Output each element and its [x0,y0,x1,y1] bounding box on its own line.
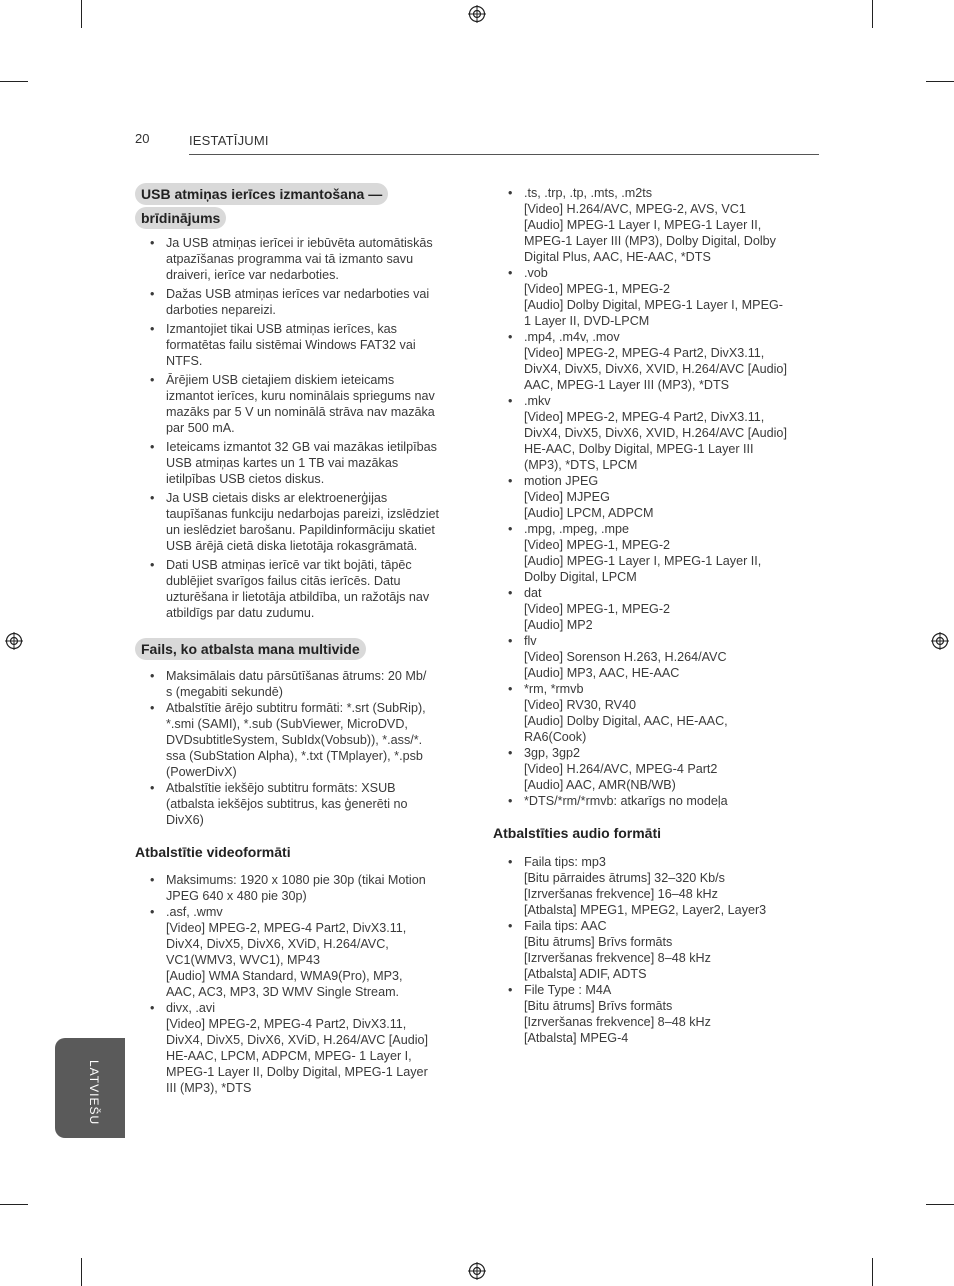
crop-mark [0,81,28,82]
list-item-line: DivX4, DivX5, DivX6, XViD, H.264/AVC [Audio] [166,1033,429,1047]
list-item-line: [Audio] MPEG-1 Layer I, MPEG-1 Layer II, [524,554,762,568]
list-item-line: [Video] H.264/AVC, MPEG-2, AVS, VC1 [524,202,746,216]
audio-formats-heading: Atbalstīties audio formāti [493,825,662,841]
list-item-line: • Faila tips: AAC [524,919,607,933]
list-item [135,321,465,369]
list-item-line: [Audio] WMA Standard, WMA9(Pro), MP3, [166,969,403,983]
list-item-line: [Audio] Dolby Digital, AAC, HE-AAC, [524,714,728,728]
list-item-line: • Maksimālais datu pārsūtīšanas ātrums: 20 Mb/ [166,669,427,683]
list-item [493,185,823,265]
list-item [493,793,823,809]
list-item-line: • .mkv [524,394,551,408]
list-item-line: [Video] MPEG-1, MPEG-2 [524,282,671,296]
list-item-line: 1 Layer II, DVD-LPCM [524,314,650,328]
list-item [493,521,823,585]
list-item-line: • Atbalstītie iekšējo subtitru formāts: XSUB [166,781,396,795]
list-item-line: formatētas failu sistēmai Windows FAT32 vai [166,338,416,352]
list-item-line: JPEG 640 x 480 pie 30p) [166,889,307,903]
list-item-line: NTFS. [166,354,203,368]
list-item-line: • Ja USB cietais disks ar elektroenerģijas [166,491,388,505]
list-item [135,700,465,780]
list-item-line: • dat [524,586,542,600]
list-item-line: • motion JPEG [524,474,599,488]
list-item-line: darboties nepareizi. [166,303,276,317]
list-item-line: • File Type : M4A [524,983,612,997]
list-item [493,633,823,681]
list-item-line: • *rm, *rmvb [524,682,584,696]
right-column [493,185,823,1046]
list-item-line: AAC, MPEG-1 Layer III (MP3), *DTS [524,378,730,392]
crop-mark [926,81,954,82]
list-item-line: • Ja USB atmiņas ierīcei ir iebūvēta automātiskās [166,236,433,250]
crop-mark [926,1204,954,1205]
list-item [493,473,823,521]
list-item-line: [Bitu pārraides ātrums] 32–320 Kb/s [524,871,725,885]
supported-files-heading: Fails, ko atbalsta mana multivide [135,638,366,660]
list-item [135,780,465,828]
list-item-line: [Audio] Dolby Digital, MPEG-1 Layer I, MPEG- [524,298,783,312]
list-item-line: *.smi (SAMI), *.sub (SubViewer, MicroDVD, [166,717,408,731]
list-item-line: • .mpg, .mpeg, .mpe [524,522,629,536]
list-item-line: HE-AAC, LPCM, ADPCM, MPEG- 1 Layer I, [166,1049,412,1063]
list-item-line: • .asf, .wmv [166,905,223,919]
usb-warning-list [135,235,465,621]
list-item [135,286,465,318]
list-item-line: [Video] MPEG-1, MPEG-2 [524,538,671,552]
list-item-line: Digital Plus, AAC, HE-AAC, *DTS [524,250,711,264]
crop-mark [872,0,873,28]
list-item-line: [Audio] MPEG-1 Layer I, MPEG-1 Layer II, [524,218,762,232]
list-item-line: [Izrveršanas frekvence] 16–48 kHz [524,887,718,901]
list-item [493,854,823,918]
list-item-line: • Dati USB atmiņas ierīcē var tikt bojāti, tāpēc [166,558,412,572]
list-item [493,585,823,633]
list-item-line: un ieslēdziet barošanu. Papildinformāciju skatiet [166,523,435,537]
list-item [135,490,465,554]
list-item-line: [Video] MJPEG [524,490,610,504]
list-item-line: (MP3), *DTS, LPCM [524,458,638,472]
list-item-line: mazāks par 5 V un nominālā strāva nav mazāka [166,405,435,419]
list-item-line: atpazīšanas programma vai tā izmanto savu [166,252,414,266]
list-item-line: [Video] H.264/AVC, MPEG-4 Part2 [524,762,718,776]
list-item-line: USB atmiņas kartes un 1 TB vai mazākas [166,456,399,470]
list-item [493,329,823,393]
list-item-line: [Audio] LPCM, ADPCM [524,506,654,520]
list-item-line: dublējiet svarīgos failus citās ierīcēs. Datu [166,574,401,588]
list-item-line: • .ts, .trp, .tp, .mts, .m2ts [524,186,653,200]
list-item [135,372,465,436]
list-item-line: [Video] MPEG-2, MPEG-4 Part2, DivX3.11, [166,1017,407,1031]
list-item [135,439,465,487]
list-item [135,1000,465,1096]
list-item [135,872,465,904]
list-item-line: USB ārējā cietā diska lietotāja rokasgrāmatā. [166,539,418,553]
list-item-line: III (MP3), *DTS [166,1081,252,1095]
list-item [493,681,823,745]
crop-mark [0,1204,28,1205]
list-item-line: [Video] MPEG-1, MPEG-2 [524,602,671,616]
list-item-line: DivX4, DivX5, DivX6, XVID, H.264/AVC [Audio] [524,426,787,440]
list-item-line: • Dažas USB atmiņas ierīces var nedarboties vai [166,287,430,301]
list-item-line: • Faila tips: mp3 [524,855,606,869]
list-item-line: • Ieteicams izmantot 32 GB vai mazākas ietilpības [166,440,437,454]
list-item [135,235,465,283]
supported-files-list [135,668,465,828]
list-item-line: [Bitu ātrums] Brīvs formāts [524,935,673,949]
list-item-line: ietilpības USB cietos diskus. [166,472,325,486]
list-item-line: [Bitu ātrums] Brīvs formāts [524,999,673,1013]
list-item-line: • Ārējiem USB cietajiem diskiem ieteicams [166,373,395,387]
list-item-line: • .vob [524,266,548,280]
crop-mark [81,1258,82,1286]
list-item-line: [Atbalsta] MPEG1, MPEG2, Layer2, Layer3 [524,903,767,917]
list-item-line: DivX4, DivX5, DivX6, XViD, H.264/AVC, [166,937,389,951]
list-item-line: [Izrveršanas frekvence] 8–48 kHz [524,951,711,965]
video-formats-heading: Atbalstītie videoformāti [135,844,291,860]
list-item-line: • *DTS/*rm/*rmvb: atkarīgs no modeļa [524,794,728,808]
list-item-line: [Video] MPEG-2, MPEG-4 Part2, DivX3.11, [166,921,407,935]
list-item-line: [Atbalsta] ADIF, ADTS [524,967,647,981]
list-item-line: • .mp4, .m4v, .mov [524,330,620,344]
list-item-line: uzturēšana ir lietotāja atbildība, un ražotājs nav [166,590,430,604]
list-item-line: draiveri, ierīce var nedarboties. [166,268,339,282]
list-item-line: (atbalsta iekšējos subtitrus, kas ģenerēti no [166,797,408,811]
list-item [135,557,465,621]
crop-mark [81,0,82,28]
list-item [493,265,823,329]
list-item-line: par 500 mA. [166,421,235,435]
video-formats-list-continued [493,185,823,809]
list-item-line: VC1(WMV3, WVC1), MP43 [166,953,320,967]
list-item-line: DivX6) [166,813,204,827]
list-item [135,904,465,1000]
list-item-line: DVDsubtitleSystem, SubIdx(Vobsub)), *.ass/*. [166,733,423,747]
list-item-line: s (megabiti sekundē) [166,685,283,699]
list-item-line: MPEG-1 Layer II, Dolby Digital, MPEG-1 Layer [166,1065,428,1079]
language-side-tab-label: LATVIEŠU [87,1060,101,1126]
list-item-line: • Izmantojiet tikai USB atmiņas ierīces, kas [166,322,397,336]
list-item-line: [Audio] MP2 [524,618,593,632]
list-item-line: [Audio] AAC, AMR(NB/WB) [524,778,676,792]
list-item [493,393,823,473]
list-item [493,745,823,793]
page-number: 20 [135,131,150,146]
registration-mark-icon [468,1262,486,1280]
list-item-line: ssa (SubStation Alpha), *.txt (TMplayer), *.psb [166,749,423,763]
header-rule [189,154,819,155]
list-item-line: taupīšanas funkciju nedarbojas pareizi, izslēdziet [166,507,440,521]
list-item [135,668,465,700]
usb-warning-heading [135,183,465,229]
list-item-line: MPEG-1 Layer III (MP3), Dolby Digital, Dolby [524,234,776,248]
list-item-line: Dolby Digital, LPCM [524,570,637,584]
list-item-line: [Video] MPEG-2, MPEG-4 Part2, DivX3.11, [524,346,765,360]
list-item-line: [Atbalsta] MPEG-4 [524,1031,629,1045]
list-item-line: AAC, AC3, MP3, 3D WMV Single Stream. [166,985,400,999]
list-item-line: izmantot ierīces, kuru nominālais spriegums nav [166,389,435,403]
usb-warning-heading-line1: USB atmiņas ierīces izmantošana — [135,183,388,205]
list-item-line: • Maksimums: 1920 x 1080 pie 30p (tikai Motion [166,873,426,887]
supported-files-heading-wrap [135,638,465,660]
left-column [135,183,465,1096]
registration-mark-icon [5,632,23,650]
list-item-line: atbildīgs par datu zudumu. [166,606,315,620]
usb-warning-heading-line2: brīdinājums [135,207,226,229]
list-item-line: [Video] RV30, RV40 [524,698,637,712]
registration-mark-icon [468,5,486,23]
list-item-line: [Izrveršanas frekvence] 8–48 kHz [524,1015,711,1029]
list-item-line: RA6(Cook) [524,730,587,744]
section-title: IESTATĪJUMI [189,133,269,148]
list-item-line: • divx, .avi [166,1001,215,1015]
list-item-line: • Atbalstītie ārējo subtitru formāti: *.srt (SubRip), [166,701,426,715]
video-formats-list [135,872,465,1096]
list-item-line: HE-AAC, Dolby Digital, MPEG-1 Layer III [524,442,754,456]
list-item-line: [Video] MPEG-2, MPEG-4 Part2, DivX3.11, [524,410,765,424]
list-item [493,982,823,1046]
audio-formats-list [493,854,823,1046]
list-item-line: (PowerDivX) [166,765,237,779]
list-item-line: DivX4, DivX5, DivX6, XVID, H.264/AVC [Audio] [524,362,787,376]
list-item [493,918,823,982]
registration-mark-icon [931,632,949,650]
list-item-line: • 3gp, 3gp2 [524,746,581,760]
list-item-line: [Audio] MP3, AAC, HE-AAC [524,666,680,680]
list-item-line: [Video] Sorenson H.263, H.264/AVC [524,650,727,664]
crop-mark [872,1258,873,1286]
list-item-line: • flv [524,634,537,648]
